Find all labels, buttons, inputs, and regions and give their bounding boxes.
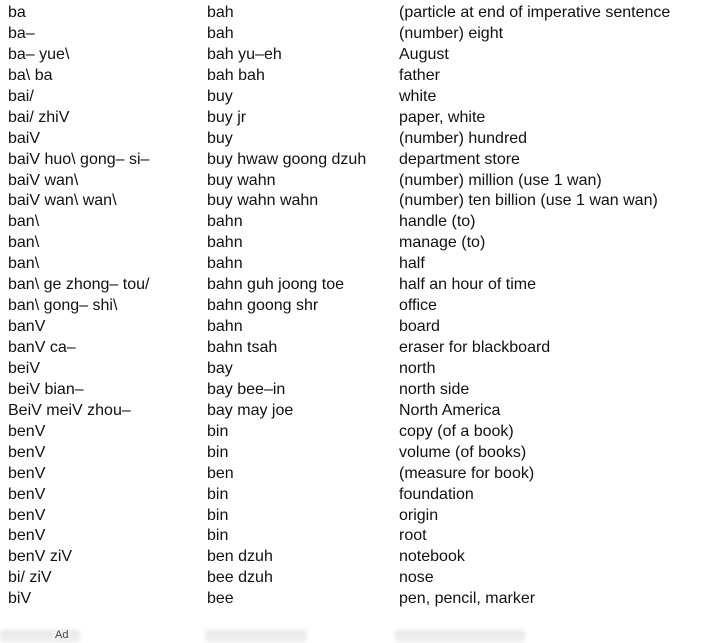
pinyin-cell: ba– xyxy=(8,24,35,42)
meaning-cell: (particle at end of imperative sentence xyxy=(399,4,671,21)
pronunciation-cell: bay xyxy=(207,359,233,377)
pinyin-cell: beiV xyxy=(8,359,41,377)
vocab-row xyxy=(0,275,715,296)
pronunciation-cell: bahn xyxy=(207,213,243,231)
pronunciation-cell: bahn tsah xyxy=(207,339,278,356)
meaning-cell: north side xyxy=(399,380,470,398)
pronunciation-cell: buy jr xyxy=(207,108,247,126)
pronunciation-cell: buy xyxy=(207,129,233,147)
meaning-cell: eraser for blackboard xyxy=(399,339,551,356)
meaning-cell: root xyxy=(399,527,427,545)
vocab-row xyxy=(0,296,715,317)
pinyin-cell: ba– yue\ xyxy=(8,45,70,63)
pinyin-cell: benV xyxy=(8,527,46,545)
vocab-row xyxy=(0,338,715,359)
pronunciation-cell: ben dzuh xyxy=(207,548,273,566)
pinyin-cell: beiV bian– xyxy=(8,380,84,398)
ad-label[interactable]: Ad xyxy=(52,629,71,642)
vocab-row xyxy=(0,233,715,254)
pinyin-cell: ban\ gong– shi\ xyxy=(8,297,118,315)
meaning-cell: (measure for book) xyxy=(399,464,535,482)
pronunciation-cell: bin xyxy=(207,422,229,440)
pinyin-cell: benV ziV xyxy=(8,548,73,566)
pronunciation-cell: ben xyxy=(207,464,234,482)
pinyin-cell: benV xyxy=(8,506,46,524)
meaning-cell: North America xyxy=(399,401,501,419)
vocab-row xyxy=(0,464,715,485)
meaning-cell: nose xyxy=(399,569,434,587)
meaning-cell: white xyxy=(399,87,437,105)
meaning-cell: paper, white xyxy=(399,108,486,126)
pinyin-cell: biV xyxy=(8,590,32,608)
pronunciation-cell: buy wahn xyxy=(207,171,276,189)
vocab-row xyxy=(0,3,715,24)
ad-blurred-content xyxy=(205,630,307,643)
pinyin-cell: banV xyxy=(8,318,46,336)
pinyin-cell: baiV xyxy=(8,129,41,147)
vocab-row xyxy=(0,380,715,401)
pronunciation-cell: bee xyxy=(207,590,234,608)
vocab-row xyxy=(0,568,715,589)
pinyin-cell: ban\ ge zhong– tou/ xyxy=(8,276,150,294)
vocab-row xyxy=(0,359,715,380)
pronunciation-cell: bay may joe xyxy=(207,401,294,419)
meaning-cell: board xyxy=(399,318,440,336)
pinyin-cell: ba xyxy=(8,4,26,21)
pinyin-cell: bi/ ziV xyxy=(8,569,52,587)
pinyin-cell: bai/ xyxy=(8,87,34,105)
meaning-cell: department store xyxy=(399,150,520,168)
vocab-row xyxy=(0,45,715,66)
meaning-cell: father xyxy=(399,66,440,84)
pinyin-cell: benV xyxy=(8,422,46,440)
vocab-row xyxy=(0,589,715,610)
meaning-cell: August xyxy=(399,45,449,63)
pronunciation-cell: bin xyxy=(207,527,229,545)
pronunciation-cell: buy wahn wahn xyxy=(207,192,319,210)
meaning-cell: notebook xyxy=(399,548,465,566)
vocab-row xyxy=(0,547,715,568)
vocab-row xyxy=(0,191,715,212)
pinyin-cell: baiV wan\ wan\ xyxy=(8,192,117,210)
pronunciation-cell: bin xyxy=(207,443,229,461)
vocab-row xyxy=(0,526,715,547)
meaning-cell: foundation xyxy=(399,485,474,503)
pronunciation-cell: bahn xyxy=(207,318,243,336)
vocab-row xyxy=(0,66,715,87)
pronunciation-cell: bah xyxy=(207,24,234,42)
vocab-row xyxy=(0,212,715,233)
pinyin-cell: benV xyxy=(8,485,46,503)
pinyin-cell: BeiV meiV zhou– xyxy=(8,401,131,419)
meaning-cell: manage (to) xyxy=(399,234,486,252)
pronunciation-cell: buy hwaw goong dzuh xyxy=(207,150,367,168)
pronunciation-cell: bah xyxy=(207,4,234,21)
vocab-row xyxy=(0,129,715,150)
pinyin-cell: baiV huo\ gong– si– xyxy=(8,150,150,168)
pronunciation-cell: bah bah xyxy=(207,66,265,84)
pinyin-cell: benV xyxy=(8,443,46,461)
vocab-row xyxy=(0,108,715,129)
pinyin-cell: benV xyxy=(8,464,46,482)
pronunciation-cell: bah yu–eh xyxy=(207,45,282,63)
pinyin-cell: bai/ zhiV xyxy=(8,108,70,126)
meaning-cell: origin xyxy=(399,506,439,524)
vocab-row xyxy=(0,24,715,45)
vocab-row xyxy=(0,87,715,108)
vocab-row xyxy=(0,422,715,443)
meaning-cell: north xyxy=(399,359,436,377)
pronunciation-cell: bee dzuh xyxy=(207,569,273,587)
pronunciation-cell: bahn goong shr xyxy=(207,297,319,315)
pinyin-cell: ban\ xyxy=(8,213,40,231)
meaning-cell: (number) million (use 1 wan) xyxy=(399,171,602,189)
pinyin-cell: baiV wan\ xyxy=(8,171,79,189)
vocab-row xyxy=(0,317,715,338)
vocab-row xyxy=(0,443,715,464)
pronunciation-cell: bin xyxy=(207,506,229,524)
pinyin-cell: ban\ xyxy=(8,255,40,273)
pinyin-cell: ban\ xyxy=(8,234,40,252)
vocab-row xyxy=(0,150,715,171)
pronunciation-cell: bay bee–in xyxy=(207,380,286,398)
pronunciation-cell: buy xyxy=(207,87,233,105)
vocab-row xyxy=(0,171,715,192)
vocab-row xyxy=(0,254,715,275)
vocabulary-list xyxy=(0,3,715,610)
vocab-row xyxy=(0,401,715,422)
pinyin-cell: ba\ ba xyxy=(8,66,53,84)
vocab-row xyxy=(0,506,715,527)
vocab-row xyxy=(0,485,715,506)
ad-overlay-bar[interactable] xyxy=(0,630,715,643)
ad-blurred-content xyxy=(395,630,525,643)
pinyin-cell: banV ca– xyxy=(8,339,76,356)
meaning-cell: handle (to) xyxy=(399,213,476,231)
meaning-cell: copy (of a book) xyxy=(399,422,514,440)
pronunciation-cell: bahn xyxy=(207,234,243,252)
meaning-cell: (number) ten billion (use 1 wan wan) xyxy=(399,192,658,210)
meaning-cell: half xyxy=(399,255,425,273)
meaning-cell: (number) eight xyxy=(399,24,504,42)
pronunciation-cell: bahn xyxy=(207,255,243,273)
meaning-cell: (number) hundred xyxy=(399,129,528,147)
meaning-cell: pen, pencil, marker xyxy=(399,590,536,608)
pronunciation-cell: bahn guh joong toe xyxy=(207,276,345,294)
meaning-cell: half an hour of time xyxy=(399,276,536,294)
pronunciation-cell: bin xyxy=(207,485,229,503)
meaning-cell: volume (of books) xyxy=(399,443,527,461)
meaning-cell: office xyxy=(399,297,437,315)
